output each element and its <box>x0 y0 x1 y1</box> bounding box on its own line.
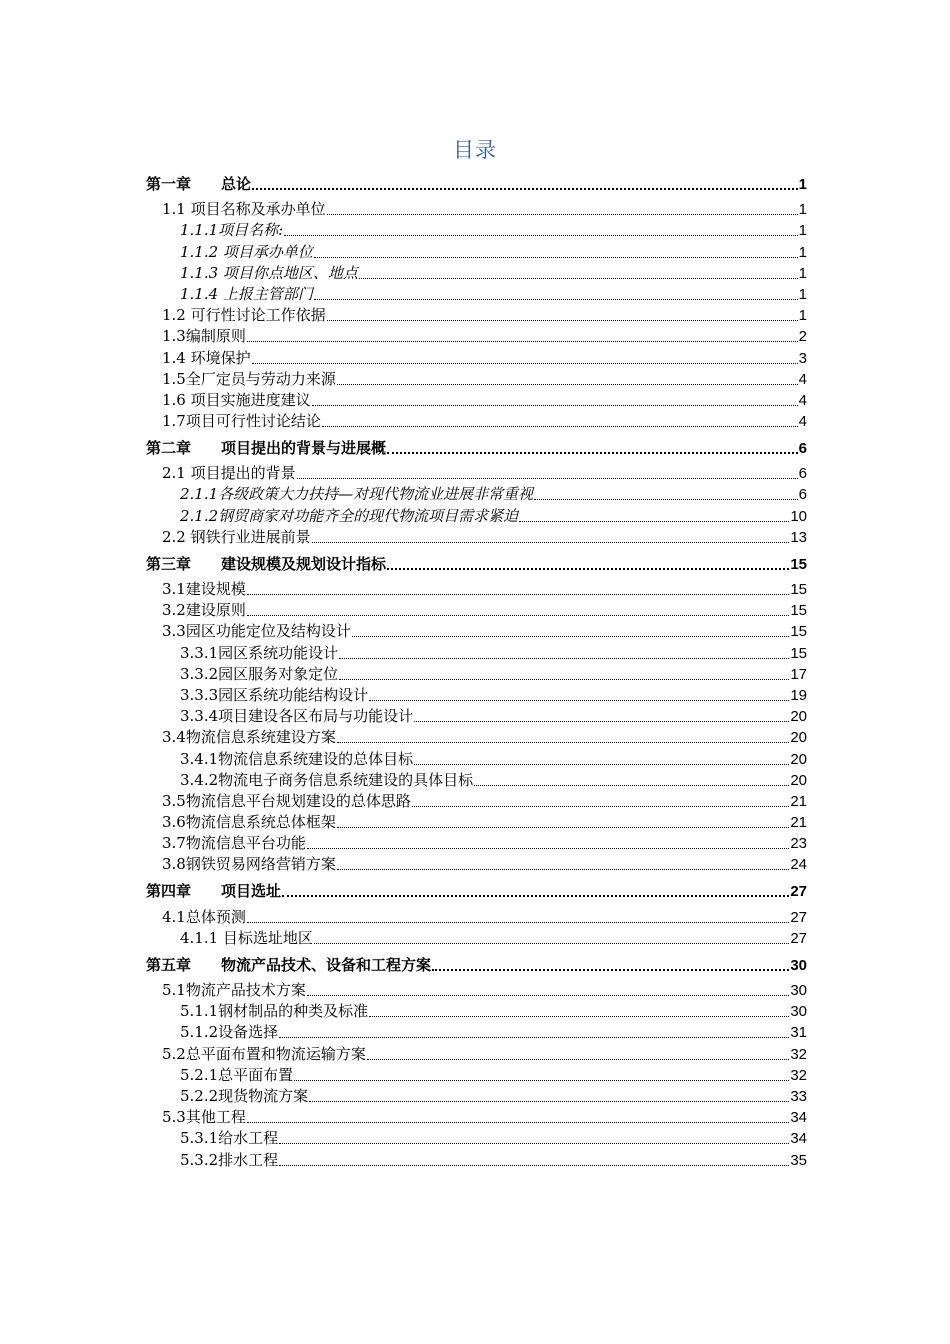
toc-entry-label: 3.3.1园区系统功能设计 <box>180 643 339 662</box>
toc-page-number: 1 <box>798 307 807 325</box>
toc-dot-leader <box>314 256 798 258</box>
toc-section-entry[interactable] <box>0 578 950 599</box>
toc-entry-label: 5.2.1总平面布置 <box>180 1065 294 1084</box>
toc-subsection-entry[interactable] <box>0 240 950 261</box>
toc-section-entry[interactable] <box>0 1106 950 1127</box>
toc-section-entry[interactable] <box>0 811 950 832</box>
toc-section-entry[interactable] <box>0 325 950 346</box>
toc-page-number: 1 <box>798 176 807 193</box>
toc-dot-leader <box>519 520 789 522</box>
toc-page-number: 27 <box>790 883 807 901</box>
toc-subsection-entry[interactable] <box>0 1064 950 1085</box>
toc-page-number: 4 <box>798 370 807 388</box>
toc-entry-label: 2.2 钢铁行业进展前景 <box>162 527 311 546</box>
toc-entry-label: 2.1 项目提出的背景 <box>162 464 296 483</box>
toc-dot-leader <box>279 1164 789 1166</box>
toc-chapter-entry[interactable] <box>0 551 950 574</box>
toc-section-entry[interactable] <box>0 389 950 410</box>
toc-dot-leader <box>327 213 798 215</box>
toc-section-entry[interactable] <box>0 599 950 620</box>
toc-dot-leader <box>369 699 789 701</box>
toc-page-number: 15 <box>790 581 807 598</box>
toc-dot-leader <box>534 498 797 500</box>
toc-dot-leader <box>412 805 789 807</box>
toc-entry-label: 5.3.2排水工程 <box>180 1150 279 1169</box>
toc-chapter-entry[interactable] <box>0 952 950 975</box>
toc-section-entry[interactable] <box>0 853 950 874</box>
toc-dot-leader <box>414 720 789 722</box>
toc-chapter-entry[interactable] <box>0 878 950 901</box>
toc-subsection-entry[interactable] <box>0 747 950 768</box>
toc-section-entry[interactable] <box>0 198 950 219</box>
table-of-contents <box>0 171 950 1170</box>
toc-page-number: 21 <box>790 792 807 810</box>
toc-page-number: 31 <box>790 1024 807 1042</box>
toc-page-number: 15 <box>790 644 807 662</box>
toc-dot-leader <box>359 277 798 279</box>
toc-dot-leader <box>282 894 789 897</box>
toc-page-number: 6 <box>798 440 807 458</box>
toc-dot-leader <box>339 657 789 659</box>
toc-dot-leader <box>337 868 789 870</box>
toc-entry-label: 1.4 环境保护 <box>162 348 251 367</box>
toc-page-number: 32 <box>790 1045 807 1063</box>
toc-page-number: 4 <box>798 413 807 431</box>
toc-subsection-entry[interactable] <box>0 663 950 684</box>
toc-section-entry[interactable] <box>0 905 950 926</box>
toc-section-entry[interactable] <box>0 410 950 431</box>
toc-dot-leader <box>414 763 789 765</box>
toc-dot-leader <box>309 1100 789 1102</box>
toc-entry-label: 第三章 建设规模及规划设计指标 <box>146 554 387 573</box>
toc-section-entry[interactable] <box>0 462 950 483</box>
toc-entry-label: 3.2建设原则 <box>162 601 246 620</box>
toc-entry-label: 5.1.1钢材制品的种类及标准 <box>180 1002 369 1021</box>
toc-entry-label: 1.6 项目实施进度建议 <box>162 390 311 409</box>
toc-subsection-entry[interactable] <box>0 483 950 504</box>
toc-subsection-entry[interactable] <box>0 1000 950 1021</box>
toc-entry-label: 5.2总平面布置和物流运输方案 <box>162 1044 366 1063</box>
toc-entry-label: 3.4物流信息系统建设方案 <box>162 728 336 747</box>
toc-page-number: 30 <box>790 982 807 999</box>
toc-section-entry[interactable] <box>0 346 950 367</box>
toc-entry-label: 5.1物流产品技术方案 <box>162 981 306 999</box>
toc-title: 目录 <box>453 138 497 162</box>
toc-subsection-entry[interactable] <box>0 684 950 705</box>
toc-entry-label: 3.3.4项目建设各区布局与功能设计 <box>180 707 414 726</box>
toc-dot-leader <box>312 404 798 406</box>
toc-page-number: 10 <box>790 507 807 525</box>
toc-page-number: 1 <box>798 222 807 240</box>
toc-chapter-entry[interactable] <box>0 171 950 194</box>
toc-page-number: 4 <box>798 391 807 409</box>
toc-page-number: 20 <box>790 708 807 726</box>
toc-dot-leader <box>339 678 789 680</box>
toc-section-entry[interactable] <box>0 526 950 547</box>
toc-subsection-entry[interactable] <box>0 283 950 304</box>
toc-dot-leader <box>312 541 790 543</box>
toc-subsection-entry[interactable] <box>0 1148 950 1169</box>
toc-entry-label: 1.1.3 项目你点地区、地点 <box>180 263 358 282</box>
toc-dot-leader <box>307 994 789 996</box>
toc-page-number: 30 <box>790 1003 807 1021</box>
toc-subsection-entry[interactable] <box>0 641 950 662</box>
toc-page-number: 15 <box>790 555 807 573</box>
toc-entry-label: 1.1.4 上报主管部门 <box>180 284 313 303</box>
toc-dot-leader <box>279 1036 789 1038</box>
toc-entry-label: 1.1.1项目名称: <box>180 221 284 240</box>
toc-section-entry[interactable] <box>0 620 950 641</box>
toc-subsection-entry[interactable] <box>0 1085 950 1106</box>
toc-section-entry[interactable] <box>0 368 950 389</box>
toc-page-number: 6 <box>798 486 807 504</box>
toc-page-number: 20 <box>790 729 807 747</box>
toc-subsection-entry[interactable] <box>0 1021 950 1042</box>
toc-entry-label: 5.2.2现货物流方案 <box>180 1086 309 1105</box>
toc-entry-label: 5.1.2设备选择 <box>180 1023 279 1042</box>
toc-page-number: 30 <box>790 956 807 974</box>
toc-entry-label: 3.4.2物流电子商务信息系统建设的具体目标 <box>180 770 474 789</box>
toc-entry-label: 1.7项目可行性讨论结论 <box>162 412 321 431</box>
toc-page-number: 27 <box>790 908 807 926</box>
toc-chapter-entry[interactable] <box>0 435 950 458</box>
toc-dot-leader <box>337 826 789 828</box>
toc-page-number: 1 <box>798 285 807 303</box>
toc-dot-leader <box>284 234 797 236</box>
toc-entry-label: 4.1总体预测 <box>162 907 246 926</box>
toc-entry-label: 第五章 物流产品技术、设备和工程方案 <box>146 955 432 974</box>
toc-page-number: 3 <box>798 349 807 367</box>
toc-page-number: 32 <box>790 1066 807 1084</box>
toc-entry-label: 5.3.1给水工程 <box>180 1129 279 1148</box>
toc-dot-leader <box>247 614 789 616</box>
toc-subsection-entry[interactable] <box>0 769 950 790</box>
toc-page-number: 33 <box>790 1087 807 1105</box>
toc-entry-label: 1.1 项目名称及承办单位 <box>162 200 326 219</box>
toc-entry-label: 3.3.2园区服务对象定位 <box>180 664 339 683</box>
toc-page-number: 20 <box>790 750 807 768</box>
toc-subsection-entry[interactable] <box>0 262 950 283</box>
toc-subsection-entry[interactable] <box>0 219 950 240</box>
toc-page-number: 34 <box>790 1109 807 1127</box>
toc-entry-label: 第四章 项目选址 <box>146 882 282 901</box>
toc-dot-leader <box>337 383 798 385</box>
toc-page-number: 35 <box>790 1151 807 1169</box>
toc-dot-leader <box>327 319 798 321</box>
toc-section-entry[interactable] <box>0 832 950 853</box>
toc-page-number: 19 <box>790 686 807 704</box>
toc-dot-leader <box>369 1015 789 1017</box>
toc-page-number: 27 <box>790 929 807 947</box>
toc-dot-leader <box>314 942 789 944</box>
toc-dot-leader <box>432 968 789 971</box>
toc-dot-leader <box>247 340 798 342</box>
toc-page-number: 1 <box>798 264 807 282</box>
toc-page-number: 24 <box>790 856 807 874</box>
toc-dot-leader <box>279 1142 789 1144</box>
toc-dot-leader <box>352 635 789 637</box>
toc-dot-leader <box>294 1079 789 1081</box>
toc-entry-label: 3.8钢铁贸易网络营销方案 <box>162 855 336 874</box>
toc-page-number: 15 <box>790 602 807 620</box>
toc-dot-leader <box>367 1058 789 1060</box>
toc-page-number: 1 <box>798 243 807 261</box>
toc-dot-leader <box>252 187 798 190</box>
toc-entry-label: 1.2 可行性讨论工作依据 <box>162 306 326 325</box>
toc-dot-leader <box>247 921 789 923</box>
toc-entry-label: 3.3园区功能定位及结构设计 <box>162 622 351 641</box>
toc-dot-leader <box>314 298 798 300</box>
toc-dot-leader <box>337 741 789 743</box>
toc-entry-label: 3.3.3园区系统功能结构设计 <box>180 685 369 704</box>
toc-entry-label: 4.1.1 目标选址地区 <box>180 928 313 947</box>
toc-entry-label: 3.5物流信息平台规划建设的总体思路 <box>162 791 411 810</box>
toc-page-number: 21 <box>790 814 807 832</box>
toc-section-entry[interactable] <box>0 790 950 811</box>
toc-page-number: 34 <box>790 1130 807 1148</box>
toc-dot-leader <box>247 1121 789 1123</box>
toc-entry-label: 3.1建设规模 <box>162 580 246 598</box>
toc-section-entry[interactable] <box>0 979 950 1000</box>
toc-dot-leader <box>252 362 798 364</box>
toc-entry-label: 2.1.1各级政策大力扶持—对现代物流业进展非常重视 <box>180 485 534 504</box>
toc-page-number: 17 <box>790 665 807 683</box>
toc-section-entry[interactable] <box>0 726 950 747</box>
toc-entry-label: 第二章 项目提出的背景与进展概 <box>146 439 387 458</box>
toc-section-entry[interactable] <box>0 304 950 325</box>
toc-page-number: 6 <box>798 465 807 483</box>
toc-entry-label: 3.6物流信息系统总体框架 <box>162 813 336 832</box>
toc-entry-label: 5.3其他工程 <box>162 1108 246 1127</box>
toc-entry-label: 2.1.2钢贸商家对功能齐全的现代物流项目需求紧迫 <box>180 506 519 525</box>
toc-page-number: 20 <box>790 771 807 789</box>
toc-entry-label: 3.4.1物流信息系统建设的总体目标 <box>180 749 414 768</box>
toc-subsection-entry[interactable] <box>0 927 950 948</box>
toc-entry-label: 1.3编制原则 <box>162 327 246 346</box>
toc-entry-label: 第一章 总论 <box>146 175 252 193</box>
toc-entry-label: 1.5全厂定员与劳动力来源 <box>162 369 336 388</box>
toc-entry-label: 1.1.2 项目承办单位 <box>180 242 313 261</box>
toc-dot-leader <box>474 784 789 786</box>
toc-page-number: 1 <box>798 201 807 219</box>
toc-dot-leader <box>387 451 798 454</box>
toc-subsection-entry[interactable] <box>0 705 950 726</box>
toc-subsection-entry[interactable] <box>0 504 950 525</box>
toc-dot-leader <box>322 425 798 427</box>
toc-page-number: 15 <box>790 623 807 641</box>
toc-section-entry[interactable] <box>0 1042 950 1063</box>
toc-dot-leader <box>387 567 789 570</box>
toc-dot-leader <box>307 847 789 849</box>
toc-dot-leader <box>247 593 789 595</box>
toc-entry-label: 3.7物流信息平台功能 <box>162 834 306 853</box>
toc-page-number: 23 <box>790 835 807 853</box>
toc-page-number: 13 <box>790 528 807 546</box>
toc-subsection-entry[interactable] <box>0 1127 950 1148</box>
toc-dot-leader <box>297 477 798 479</box>
toc-page-number: 2 <box>798 328 807 346</box>
